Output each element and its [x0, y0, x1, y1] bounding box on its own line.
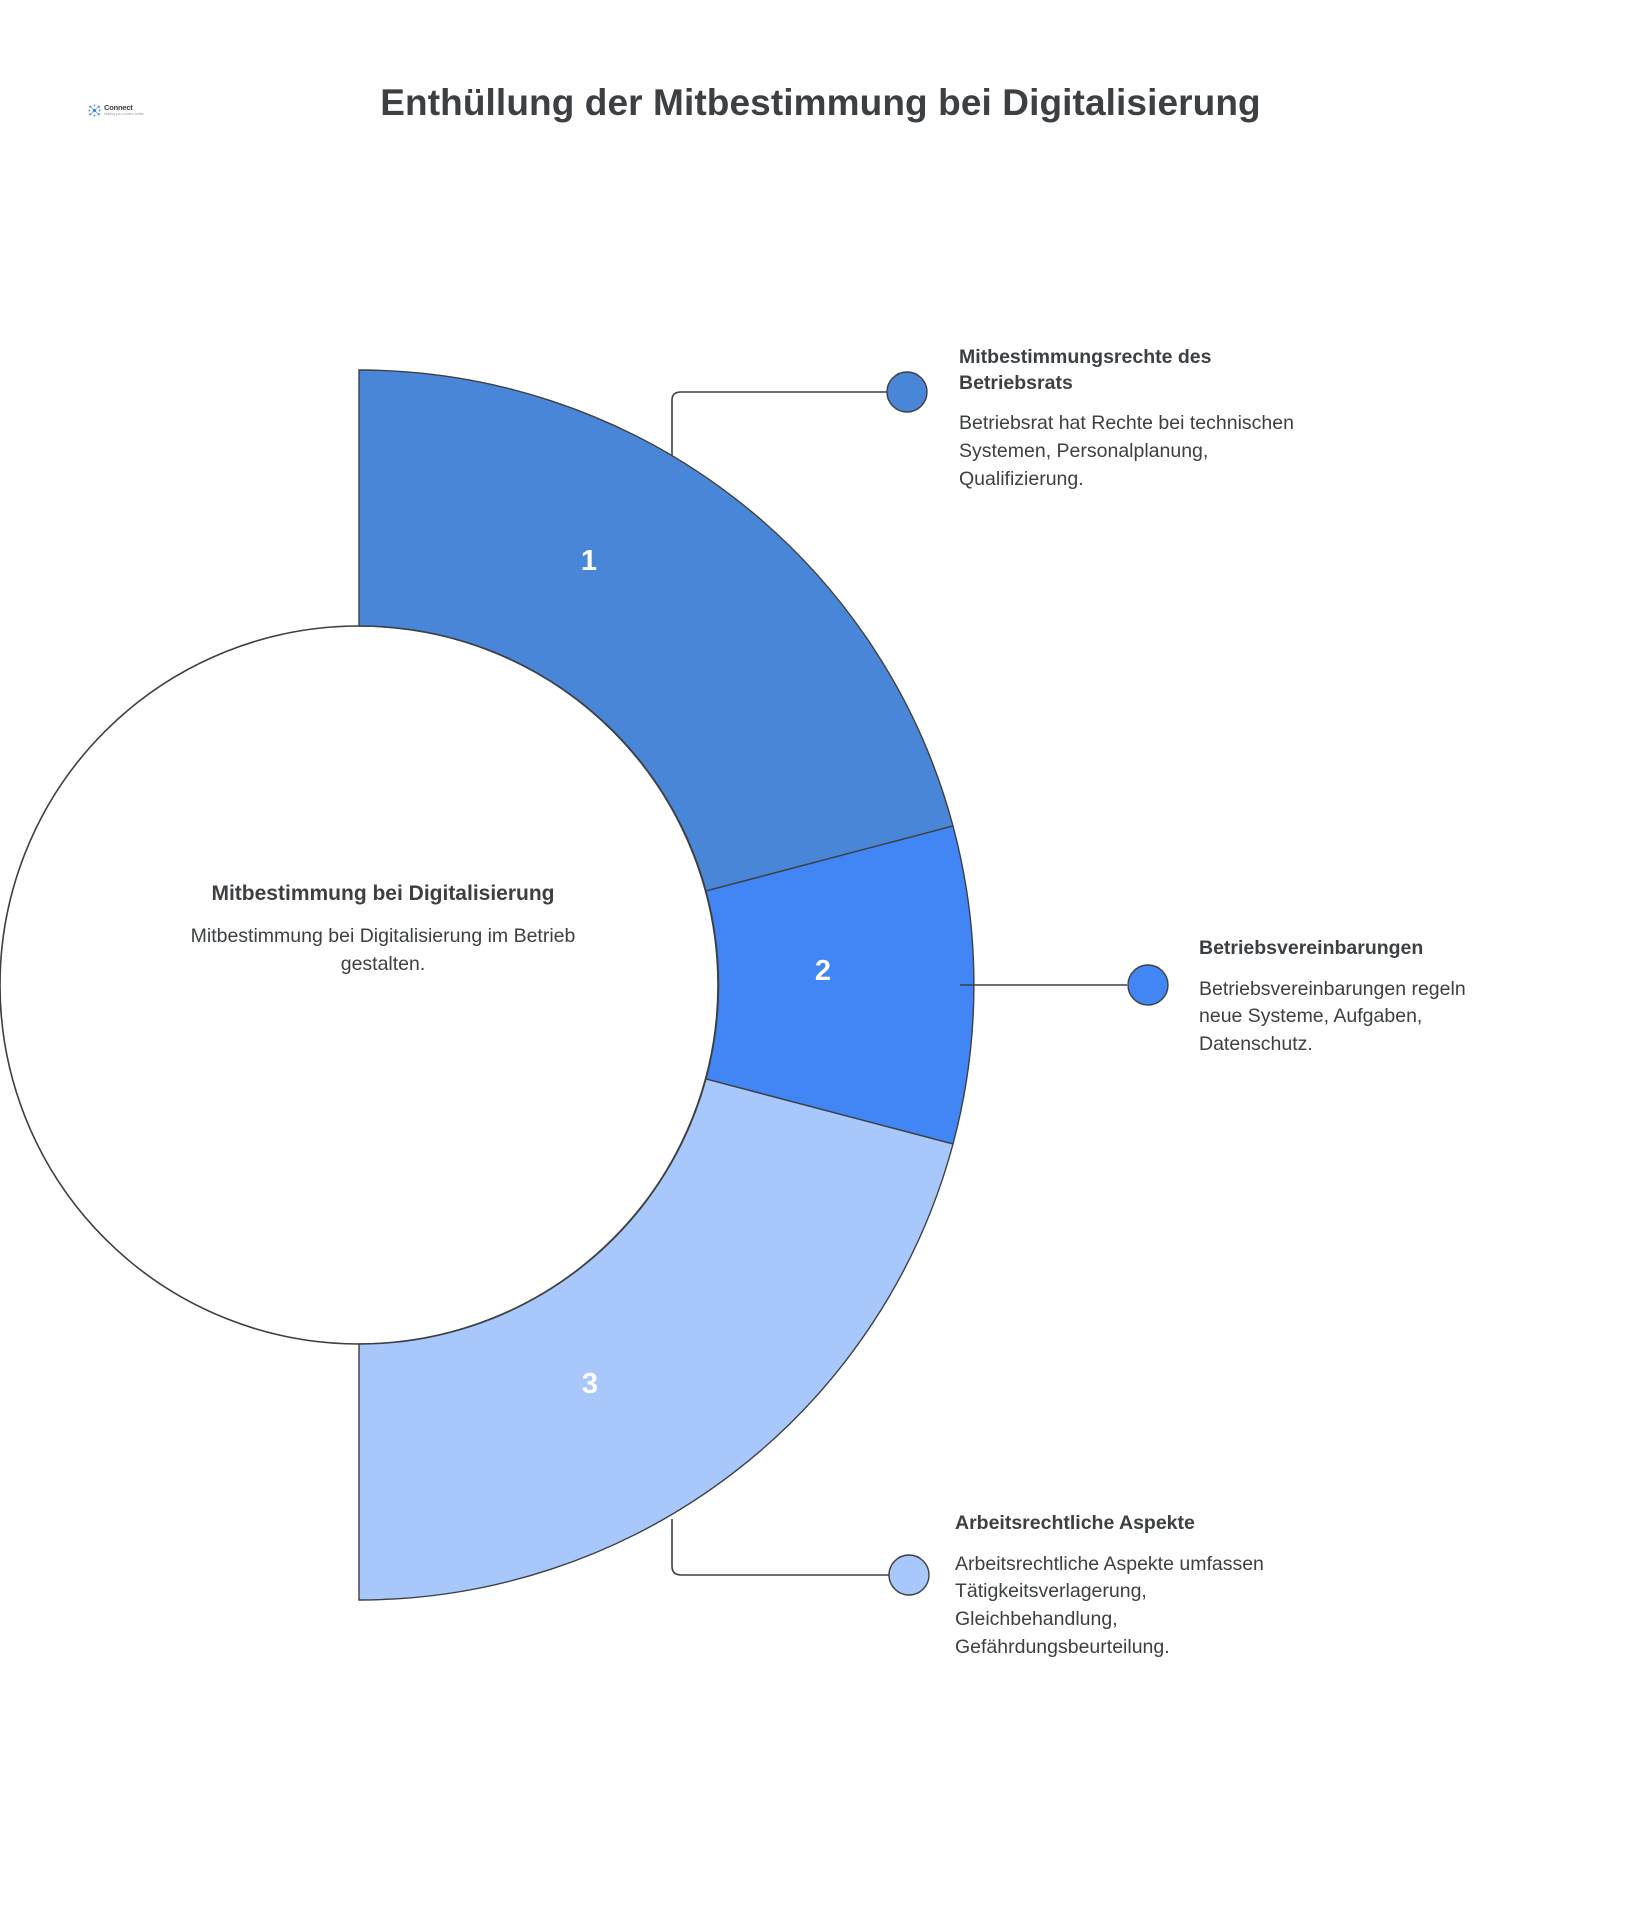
connector-dot-3[interactable] [889, 1555, 929, 1595]
segment-number-2: 2 [814, 955, 832, 987]
center-title: Mitbestimmung bei Digitalisierung [211, 882, 555, 905]
center-label [168, 880, 598, 979]
callout-3 [955, 1511, 1285, 1661]
segment-number-3: 3 [581, 1368, 599, 1400]
connector-dot-2[interactable] [1128, 965, 1168, 1005]
page-title: Enthüllung der Mitbestimmung bei Digitalisierung [380, 82, 1261, 123]
brand-tagline: helping you connect better [104, 111, 144, 116]
segment-number-1: 1 [580, 545, 598, 577]
brand-name: Connect [104, 103, 133, 113]
center-hub-circle [0, 626, 718, 1344]
callout-description-1: Betriebsrat hat Rechte bei technischen Systemen, Personalplanung, Qualifizierung. [959, 412, 1294, 490]
callout-2 [1199, 936, 1499, 1059]
center-description: Mitbestimmung bei Digitalisierung im Betrieb gestalten. [190, 925, 576, 975]
callout-1 [959, 345, 1304, 494]
callout-title-1: Mitbestimmungsrechte des Betriebsrats [959, 346, 1212, 394]
connector-dot-1[interactable] [887, 372, 927, 412]
callout-description-2: Betriebsvereinbarungen regeln neue Systeme, Aufgaben, Datenschutz. [1199, 977, 1466, 1056]
callout-title-3: Arbeitsrechtliche Aspekte [955, 1512, 1195, 1534]
callout-description-3: Arbeitsrechtliche Aspekte umfassen Tätigkeitsverlagerung, Gleichbehandlung, Gefährdungsbeurteilung. [955, 1552, 1264, 1658]
connector-line-3 [672, 1519, 889, 1575]
callout-title-2: Betriebsvereinbarungen [1199, 937, 1424, 959]
connector-line-1 [672, 392, 888, 455]
